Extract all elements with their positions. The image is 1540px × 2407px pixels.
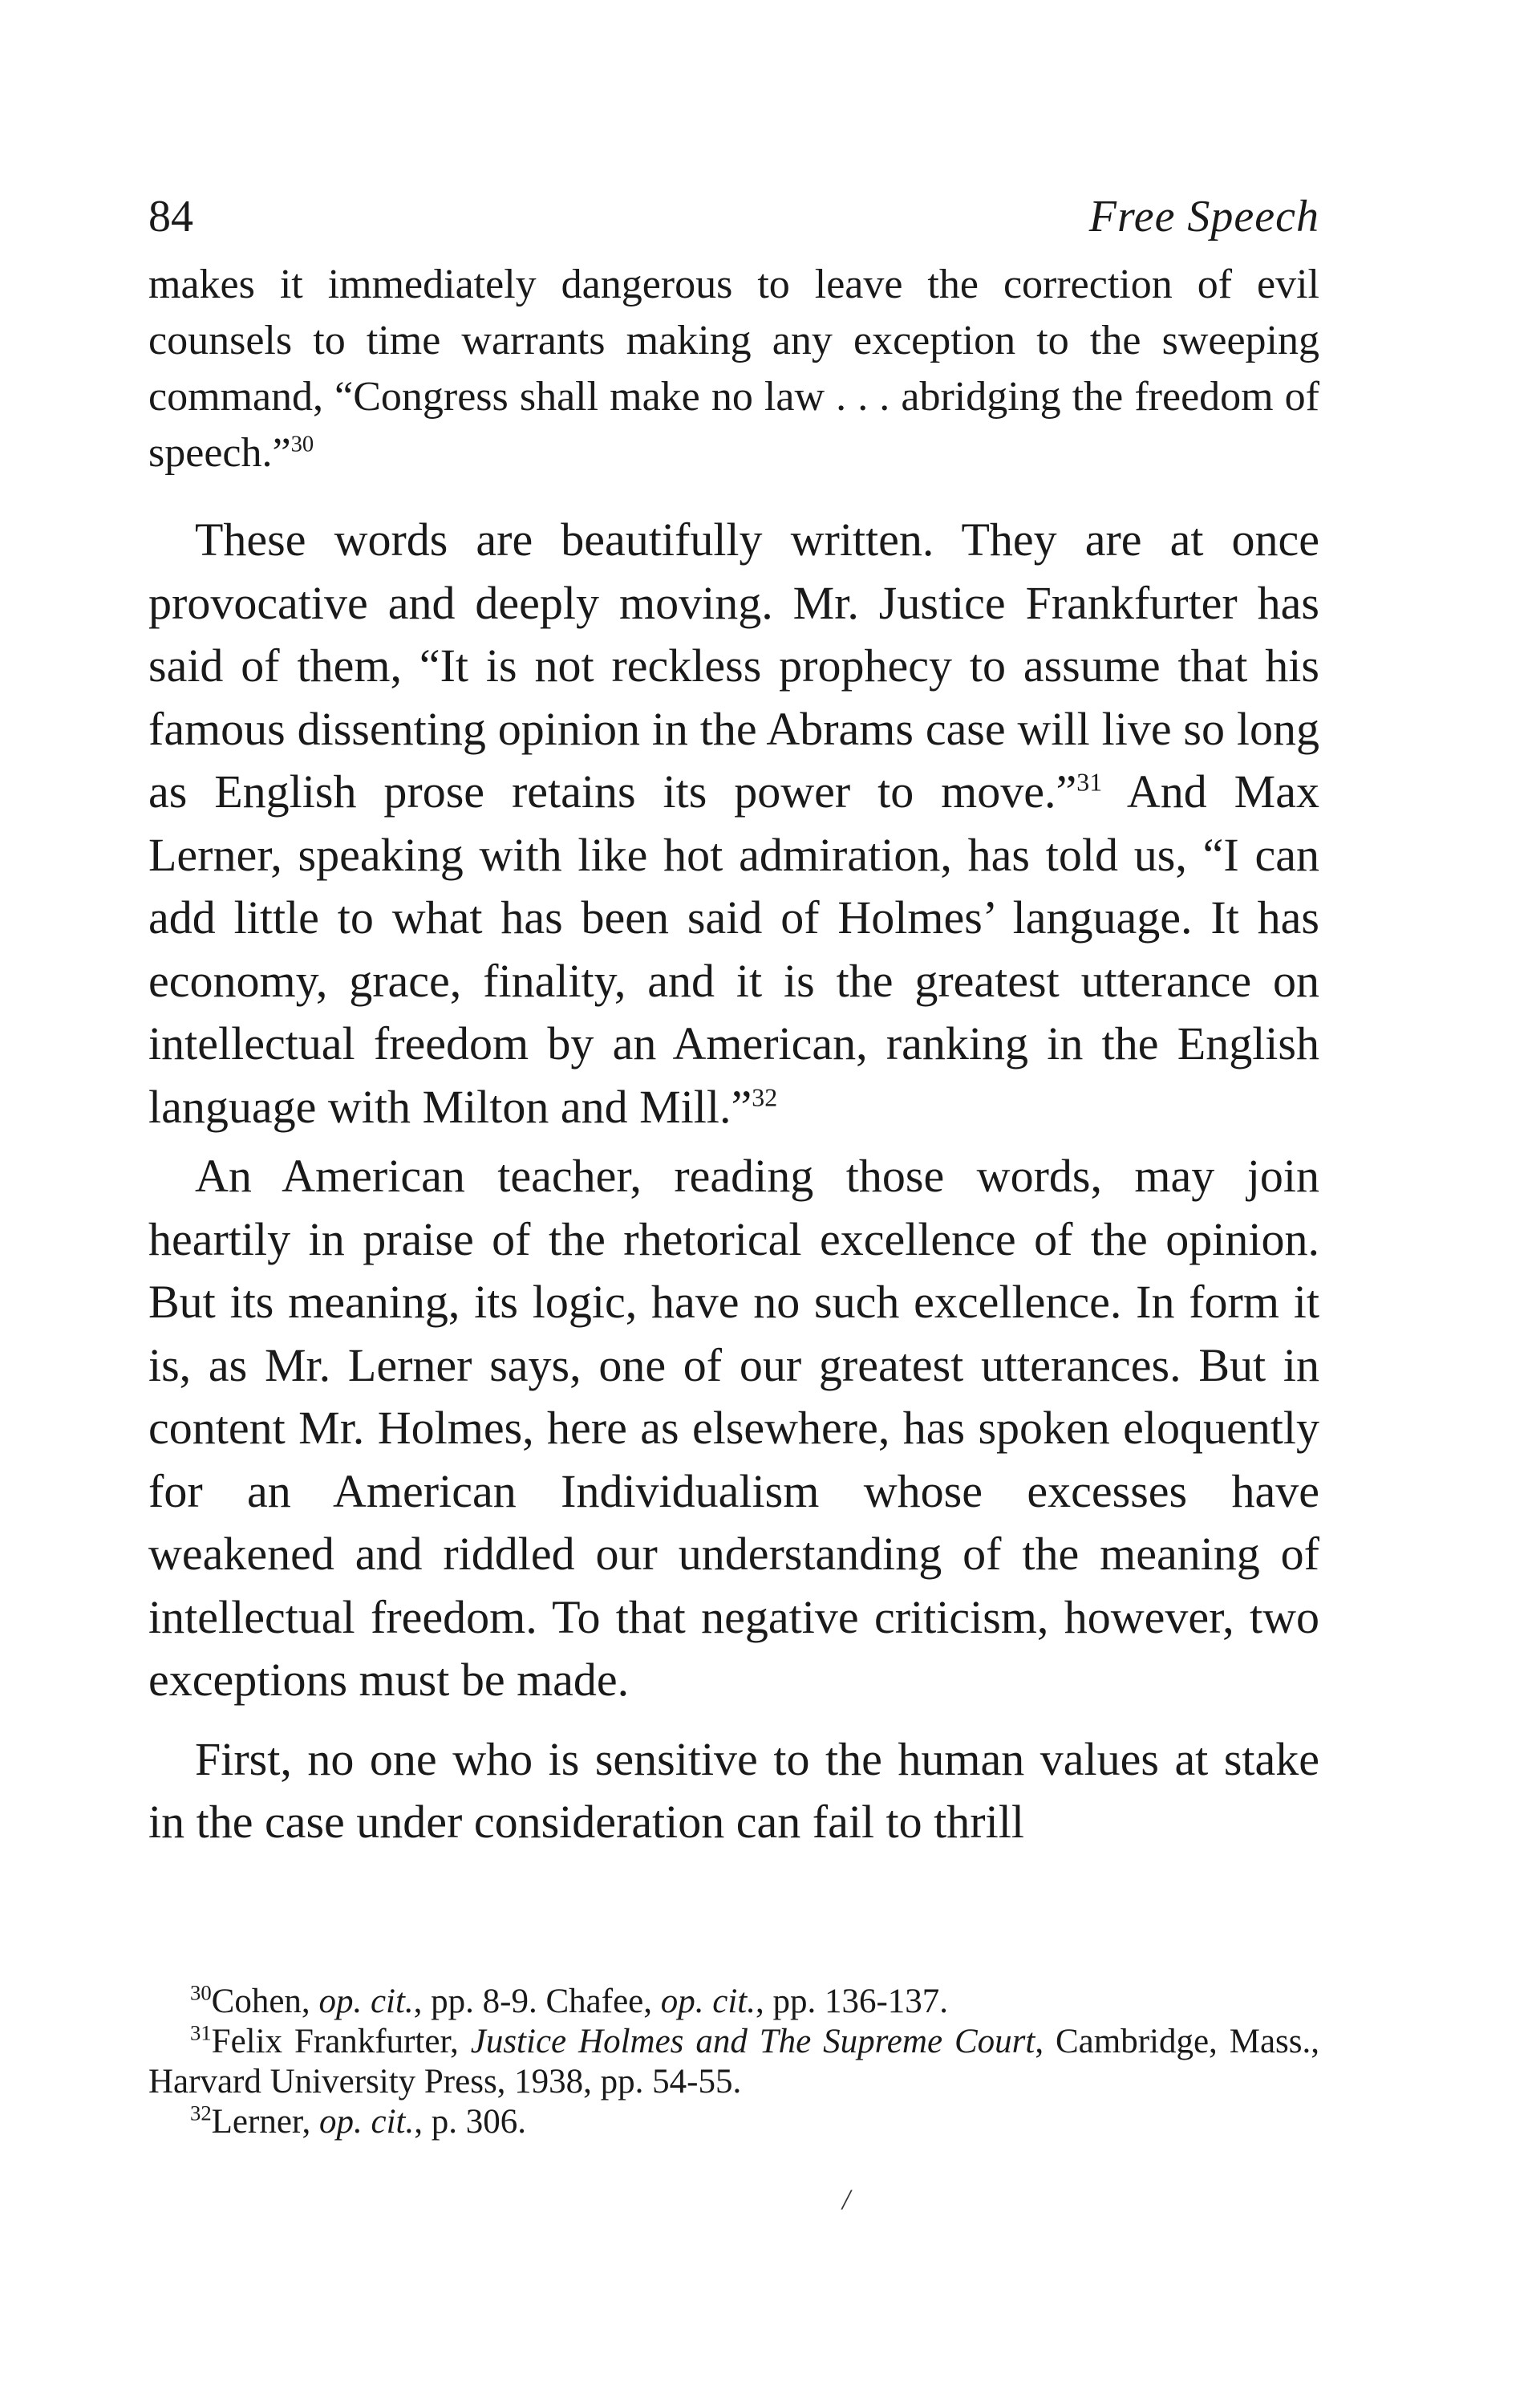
stray-mark: /	[842, 2183, 851, 2215]
paragraph-text: First, no one who is sensitive to the human values at stake in the case under consideration can fail to thrill	[148, 1732, 1319, 1848]
paragraph	[148, 1145, 1319, 1712]
footnote-text: , pp. 8-9. Chafee,	[413, 1983, 661, 2020]
paragraph-text: And Max Lerner, speaking with like hot admiration, has told us, “I can add little to what has been said of Holmes’ language. It has economy, grace, finality, and it is the greatest utterance on intellectual freedom by an American, ranking in the English language with Milton and Mill.”	[148, 765, 1320, 1133]
footnote-reference: 31	[1076, 768, 1103, 797]
footnote	[148, 1982, 1319, 2022]
paragraph-text: These words are beautifully written. They are at once provocative and deeply moving. Mr. Justice Frankfurter has said of them, “It is not reckless prophecy to assume that his famous dissenting opinion in the Abrams case will live so long as English prose retains its power to move.”	[148, 513, 1319, 818]
paragraph	[148, 1728, 1319, 1854]
footnote-text: , pp. 136-137.	[755, 1983, 949, 2020]
page-number: 84	[148, 192, 193, 242]
body-text	[148, 257, 1319, 1854]
footnote-text: Felix Frankfurter,	[211, 2023, 471, 2060]
footnote-text: , p. 306.	[414, 2103, 526, 2141]
footnote-italic: op. cit.	[660, 1983, 756, 2020]
paragraph	[148, 509, 1319, 1139]
footnote-italic: op. cit.	[319, 2103, 415, 2141]
footnote	[148, 2102, 1319, 2142]
footnote-text: Cohen,	[211, 1983, 319, 2020]
footnote-number: 31	[190, 2020, 212, 2045]
footnote	[148, 2022, 1319, 2102]
footnote-text: , Cambridge, Mass., Harvard University Press, 1938, pp. 54-55.	[148, 2023, 1320, 2101]
footnote-italic: op. cit.	[318, 1983, 414, 2020]
footnote-number: 32	[190, 2101, 212, 2125]
running-title: Free Speech	[1088, 192, 1319, 242]
footnote-reference: 30	[290, 432, 314, 457]
running-head	[148, 185, 1319, 249]
footnote-text: Lerner,	[211, 2103, 320, 2141]
paragraph-text: makes it immediately dangerous to leave the correction of evil counsels to time warrants making any exception to the sweeping command, “Congress shall make no law . . . abridging the freedom of speech.”	[148, 262, 1319, 476]
footnote-italic: Justice Holmes and The Supreme Court	[470, 2023, 1035, 2060]
footnote-reference: 32	[752, 1083, 778, 1112]
paragraph-text: An American teacher, reading those words, may join heartily in praise of the rhetorical excellence of the opinion. But its meaning, its logic, have no such excellence. In form it is, as Mr. Lerner says, one of our greatest utterances. But in content Mr. Holmes, here as elsewhere, has spoken eloquently for an American Individualism whose excesses have weakened and riddled our understanding of the meaning of intellectual freedom. To that negative criticism, however, two exceptions must be made.	[148, 1150, 1319, 1706]
footnotes	[148, 1982, 1319, 2142]
paragraph-continued	[148, 257, 1319, 481]
footnote-number: 30	[190, 1980, 212, 2005]
